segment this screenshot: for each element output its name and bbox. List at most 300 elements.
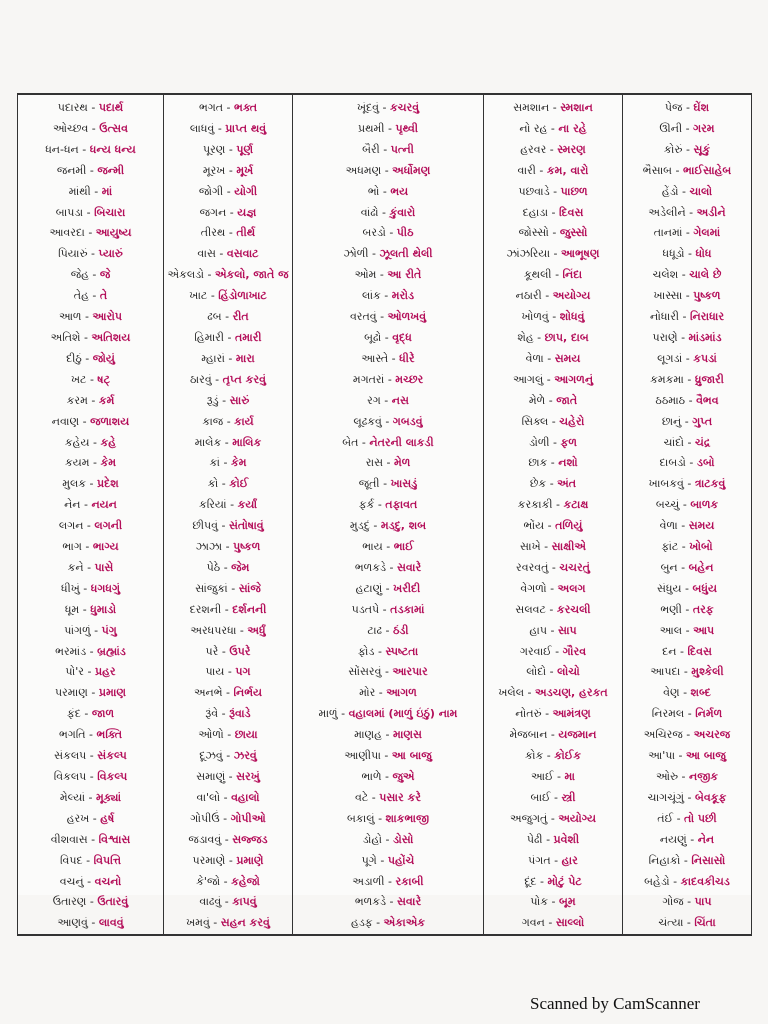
separator: - (541, 707, 553, 721)
word-pair-cell (164, 244, 293, 265)
word-pair-cell (293, 328, 484, 349)
dialect-word: લૂગડાં (657, 351, 683, 365)
dialect-word: આગલું (512, 372, 544, 386)
word-pair-cell (164, 349, 293, 370)
separator: - (379, 477, 391, 491)
separator: - (384, 372, 396, 386)
dialect-word: આવરદા (49, 226, 85, 240)
word-pair-cell (484, 94, 623, 119)
word-pair-cell (293, 642, 484, 663)
word-pair-cell (293, 872, 484, 893)
separator: - (83, 665, 95, 679)
dialect-word: મૂરખ (202, 163, 226, 177)
separator: - (79, 414, 91, 428)
word-pair-cell (293, 851, 484, 872)
separator: - (380, 289, 392, 303)
word-pair-cell (623, 809, 752, 830)
dialect-word: રૂંવે (205, 707, 219, 721)
dialect-word: ડોળી (529, 435, 550, 449)
dialect-word: લૂઢકવું (353, 414, 382, 428)
standard-meaning: જે (99, 268, 111, 282)
standard-meaning: ઝરવું (233, 749, 257, 763)
separator: - (683, 477, 695, 491)
word-pair-cell (484, 913, 623, 935)
standard-meaning: કોઈ (229, 477, 249, 491)
word-pair-cell (18, 453, 164, 474)
standard-meaning: ચિંતા (694, 916, 716, 930)
dialect-word: ભાય (362, 540, 383, 554)
standard-meaning: તે (99, 289, 108, 303)
standard-meaning: સહન કરવું (220, 916, 270, 930)
separator: - (90, 623, 102, 637)
standard-meaning: અતિશય (91, 330, 131, 344)
word-pair-cell (623, 328, 752, 349)
separator: - (686, 832, 698, 846)
separator: - (679, 310, 690, 324)
dialect-word: બાપડા (55, 205, 84, 219)
dialect-word: વરતવું (349, 310, 377, 324)
separator: - (546, 623, 558, 637)
standard-meaning: પંગુ (101, 623, 117, 637)
standard-meaning: ડબો (696, 456, 715, 470)
dialect-word: પરે (205, 644, 219, 658)
word-pair-cell (164, 286, 293, 307)
standard-meaning: પદાર્થ (98, 101, 124, 114)
separator: - (543, 372, 555, 386)
separator: - (221, 310, 233, 324)
dialect-word: પેજ (664, 101, 683, 114)
dialect-word: કરમ (66, 393, 88, 407)
standard-meaning: અલગ (557, 581, 586, 595)
standard-meaning: મારા (235, 351, 255, 365)
word-pair-cell (293, 265, 484, 286)
separator: - (546, 142, 558, 156)
standard-meaning: મા (564, 770, 575, 783)
word-pair-cell (18, 558, 164, 579)
dialect-word: કયમ (64, 456, 90, 470)
dialect-word: પૂરણ (202, 142, 226, 156)
standard-meaning: મુશ્કેલી (691, 665, 724, 679)
separator: - (684, 435, 696, 449)
dialect-word: ભાગ (62, 540, 82, 554)
standard-meaning: અચરજ (693, 728, 731, 742)
separator: - (381, 414, 393, 428)
word-pair-cell (484, 412, 623, 433)
standard-meaning: સરખું (236, 770, 260, 783)
separator: - (386, 560, 397, 574)
word-pair-cell (484, 683, 623, 704)
table-row (18, 642, 752, 663)
word-pair-cell (293, 140, 484, 161)
word-pair-cell (484, 872, 623, 893)
separator: - (388, 351, 400, 365)
word-pair-cell (484, 140, 623, 161)
standard-meaning: ખાસડું (390, 477, 418, 491)
dialect-word: બરડો (362, 226, 386, 240)
table-row (18, 495, 752, 516)
standard-meaning: સવારે (397, 895, 422, 909)
dialect-word: સંધુય (657, 581, 682, 595)
dialect-word: ભગતિ (58, 728, 86, 742)
word-pair-cell (18, 872, 164, 893)
word-pair-cell (484, 453, 623, 474)
dialect-word: હિમારી (194, 330, 225, 344)
word-pair-cell (164, 725, 293, 746)
standard-meaning: માં (101, 184, 113, 198)
standard-meaning: ત્રાટકવું (694, 477, 726, 491)
table-row (18, 453, 752, 474)
standard-meaning: ષટ્ (97, 372, 110, 386)
word-pair-cell (18, 182, 164, 203)
standard-meaning: સ્મશાન (560, 101, 593, 114)
dialect-word: પૂગે (361, 853, 377, 867)
standard-meaning: નિંદા (562, 268, 583, 282)
dialect-word: વારી (517, 163, 536, 177)
standard-meaning: આ રીતે (387, 268, 422, 282)
dialect-word: પડતપે (351, 602, 380, 616)
separator: - (221, 435, 233, 449)
word-pair-cell (18, 328, 164, 349)
dialect-word: હટાણું (355, 581, 383, 595)
separator: - (551, 268, 563, 282)
dialect-word: હરખ (66, 811, 90, 825)
standard-meaning: પગ (235, 665, 251, 679)
separator: - (543, 351, 555, 365)
separator: - (226, 205, 238, 219)
standard-meaning: અર્ધોમણ (392, 163, 431, 177)
separator: - (220, 874, 232, 888)
dialect-word: ચાગચૂંગું (647, 790, 685, 804)
separator: - (86, 477, 98, 491)
dialect-word: ખૂંદવું (356, 101, 379, 114)
separator: - (374, 811, 386, 825)
dialect-word: પંગત (528, 853, 551, 867)
separator: - (553, 770, 565, 783)
word-pair-cell (293, 788, 484, 809)
word-pair-cell (293, 433, 484, 454)
separator: - (86, 749, 98, 763)
word-pair-cell (484, 621, 623, 642)
standard-meaning: બધુંય (692, 581, 717, 595)
word-pair-cell (293, 704, 484, 725)
dialect-word: સંકલપ (54, 749, 87, 763)
word-pair-cell (293, 767, 484, 788)
separator: - (374, 498, 386, 512)
word-pair-cell (623, 892, 752, 913)
dialect-word: અનભે (193, 686, 223, 700)
dialect-word: પરમાણ (54, 686, 88, 700)
separator: - (376, 853, 388, 867)
standard-meaning: અડચણ, હરકત (535, 686, 608, 700)
dialect-word: તેહ (73, 289, 89, 303)
dialect-word: અતિશે (50, 330, 81, 344)
word-pair-cell (293, 182, 484, 203)
separator: - (543, 749, 555, 763)
separator: - (81, 351, 93, 365)
separator: - (382, 581, 394, 595)
standard-meaning: કટાક્ષ (563, 498, 589, 512)
standard-meaning: ખોબો (689, 540, 713, 554)
separator: - (85, 790, 97, 804)
standard-meaning: તીર્થ (236, 226, 256, 240)
word-pair-cell (623, 412, 752, 433)
dialect-word: નવાણ (51, 414, 80, 428)
dialect-word: ખલેલ (498, 686, 525, 700)
separator: - (369, 519, 381, 533)
word-pair-cell (164, 94, 293, 119)
separator: - (550, 247, 561, 261)
dialect-word: માળું (318, 707, 338, 721)
standard-meaning: લગની (94, 519, 123, 533)
word-pair-cell (484, 725, 623, 746)
word-pair-cell (164, 119, 293, 140)
glossary-sheet (17, 93, 751, 930)
word-pair-cell (293, 203, 484, 224)
separator: - (679, 686, 691, 700)
dialect-word: મેળે (528, 393, 546, 407)
dialect-word: ઝાંઝરિયા (506, 247, 551, 261)
dialect-word: વચનું (59, 874, 84, 888)
table-row (18, 244, 752, 265)
standard-meaning: પૃથ્વી (395, 121, 419, 135)
dialect-word: વેણ (663, 686, 680, 700)
word-pair-cell (623, 579, 752, 600)
dialect-word: અધમણ (345, 163, 382, 177)
separator: - (80, 330, 92, 344)
standard-meaning: કેમ (230, 456, 247, 470)
table-row (18, 94, 752, 119)
word-pair-cell (623, 370, 752, 391)
separator: - (382, 623, 393, 637)
word-pair-cell (18, 746, 164, 767)
separator: - (378, 205, 390, 219)
word-pair-cell (484, 286, 623, 307)
dialect-word: નઠારી (515, 289, 542, 303)
standard-meaning: નિર્મળ (695, 707, 723, 721)
word-pair-cell (18, 244, 164, 265)
standard-meaning: જોયું (92, 351, 115, 365)
table-row (18, 725, 752, 746)
word-pair-cell (18, 94, 164, 119)
separator: - (83, 205, 95, 219)
word-pair-cell (623, 94, 752, 119)
dialect-word: ઓરુ (655, 770, 679, 783)
dialect-word: કાં (209, 456, 220, 470)
dialect-word: કાજ (202, 414, 224, 428)
standard-meaning: સાલ્લો (555, 916, 585, 930)
separator: - (546, 665, 558, 679)
dialect-word: ખટ (71, 372, 87, 386)
separator: - (88, 289, 100, 303)
word-pair-cell (623, 182, 752, 203)
separator: - (548, 310, 560, 324)
word-pair-cell (484, 516, 623, 537)
standard-meaning: કાદવકીચડ (680, 874, 730, 888)
standard-meaning: ધગધગું (90, 581, 121, 595)
word-pair-cell (484, 809, 623, 830)
standard-meaning: રકાબી (395, 874, 424, 888)
standard-meaning: દિવસ (687, 644, 712, 658)
separator: - (222, 686, 234, 700)
standard-meaning: યોગી (234, 184, 258, 198)
separator: - (544, 519, 556, 533)
word-pair-cell (293, 579, 484, 600)
standard-meaning: તફાવત (385, 498, 418, 512)
separator: - (220, 790, 232, 804)
standard-meaning: ઉપરે (229, 644, 251, 658)
word-pair-cell (18, 412, 164, 433)
word-pair-cell (623, 642, 752, 663)
separator: - (236, 623, 248, 637)
word-pair-cell (164, 370, 293, 391)
dialect-word: માંથી (68, 184, 91, 198)
standard-meaning: કરચલી (556, 602, 591, 616)
dialect-word: ચાંદો (663, 435, 685, 449)
separator: - (544, 916, 556, 930)
standard-meaning: પૂર્ણ (236, 142, 254, 156)
word-pair-cell (623, 872, 752, 893)
standard-meaning: ગૌરવ (562, 644, 587, 658)
word-pair-cell (623, 161, 752, 182)
word-pair-cell (623, 767, 752, 788)
dialect-word: ભળકડે (354, 895, 387, 909)
standard-meaning: મડદુ, શબ (380, 519, 427, 533)
standard-meaning: ડોસો (392, 832, 414, 846)
word-pair-cell (623, 851, 752, 872)
standard-meaning: તમારી (234, 330, 262, 344)
dialect-word: સમાણું (196, 770, 226, 783)
standard-meaning: ચહેરો (559, 414, 585, 428)
word-pair-cell (164, 433, 293, 454)
separator: - (78, 142, 90, 156)
word-pair-cell (293, 161, 484, 182)
standard-meaning: આભૂષણ (560, 247, 600, 261)
word-pair-cell (293, 662, 484, 683)
standard-meaning: ભાગ્ય (92, 540, 119, 554)
word-pair-cell (623, 495, 752, 516)
table-row (18, 704, 752, 725)
word-pair-cell (164, 704, 293, 725)
standard-meaning: ભાઈ (393, 540, 414, 554)
separator: - (83, 874, 95, 888)
dialect-word: પોક (530, 895, 549, 909)
dialect-word: નો રહ (519, 121, 548, 135)
separator: - (368, 247, 380, 261)
dialect-word: રવરવતું (516, 560, 549, 574)
standard-meaning: કોઈક (554, 749, 582, 763)
word-pair-cell (484, 182, 623, 203)
word-pair-cell (18, 913, 164, 935)
word-pair-cell (293, 516, 484, 537)
table-row (18, 579, 752, 600)
separator: - (220, 560, 232, 574)
dialect-word: અડેલીને (648, 205, 686, 219)
separator: - (89, 435, 101, 449)
table-row (18, 809, 752, 830)
separator: - (222, 540, 234, 554)
standard-meaning: ધન્ય ધન્ય (89, 142, 136, 156)
table-row (18, 830, 752, 851)
separator: - (385, 226, 397, 240)
dialect-word: પરાણે (652, 330, 678, 344)
separator: - (86, 644, 98, 658)
separator: - (382, 456, 394, 470)
standard-meaning: જળાશય (90, 414, 130, 428)
dialect-word: વેળા (659, 519, 678, 533)
separator: - (381, 728, 393, 742)
dialect-word: છાક (528, 456, 548, 470)
dialect-word: વાંઢો (360, 205, 379, 219)
dialect-word: જગન (199, 205, 227, 219)
standard-meaning: ખરીદી (393, 581, 421, 595)
dialect-word: વેગળો (520, 581, 547, 595)
separator: - (211, 372, 223, 386)
table-row (18, 203, 752, 224)
dialect-word: ભોંય (523, 519, 545, 533)
table-row (18, 265, 752, 286)
standard-meaning: અયોગ્ય (552, 289, 591, 303)
word-pair-cell (18, 600, 164, 621)
separator: - (551, 644, 563, 658)
separator: - (89, 811, 101, 825)
word-pair-cell (623, 913, 752, 935)
word-pair-cell (623, 140, 752, 161)
word-pair-cell (623, 349, 752, 370)
dialect-word: નયણું (659, 832, 687, 846)
separator: - (358, 435, 370, 449)
dialect-word: અરધપરધા (190, 623, 237, 637)
word-pair-cell (293, 391, 484, 412)
separator: - (682, 351, 694, 365)
table-row (18, 307, 752, 328)
dialect-word: ઝાઝા (195, 540, 223, 554)
table-row (18, 516, 752, 537)
standard-meaning: છાયા (234, 728, 258, 742)
separator: - (682, 226, 694, 240)
separator: - (381, 770, 393, 783)
word-pair-cell (623, 662, 752, 683)
word-pair-cell (164, 453, 293, 474)
standard-meaning: ચચરતું (559, 560, 590, 574)
standard-meaning: માણસ (392, 728, 422, 742)
standard-meaning: આગળ (386, 686, 417, 700)
dialect-word: ખોળવું (521, 310, 549, 324)
dialect-word: લગન (58, 519, 84, 533)
standard-meaning: પ્રદેશ (97, 477, 119, 491)
table-row (18, 746, 752, 767)
separator: - (535, 163, 547, 177)
word-pair-cell (18, 725, 164, 746)
separator: - (678, 268, 690, 282)
dialect-word: માણહ (354, 728, 382, 742)
separator: - (376, 310, 388, 324)
standard-meaning: પાસે (94, 560, 114, 574)
dialect-word: આણવું (57, 916, 88, 930)
dialect-word: ટાઢ (367, 623, 382, 637)
standard-meaning: ઉત્સવ (99, 121, 128, 135)
word-pair-cell (164, 600, 293, 621)
word-pair-cell (623, 453, 752, 474)
separator: - (88, 268, 100, 282)
standard-meaning: અર્ધું (247, 623, 266, 637)
dialect-word: કને (67, 560, 84, 574)
word-pair-cell (18, 140, 164, 161)
dialect-word: લોદો (526, 665, 547, 679)
dialect-word: મેજબાન (509, 728, 548, 742)
table-row (18, 119, 752, 140)
word-pair-cell (484, 265, 623, 286)
standard-meaning: અંત (557, 477, 577, 491)
